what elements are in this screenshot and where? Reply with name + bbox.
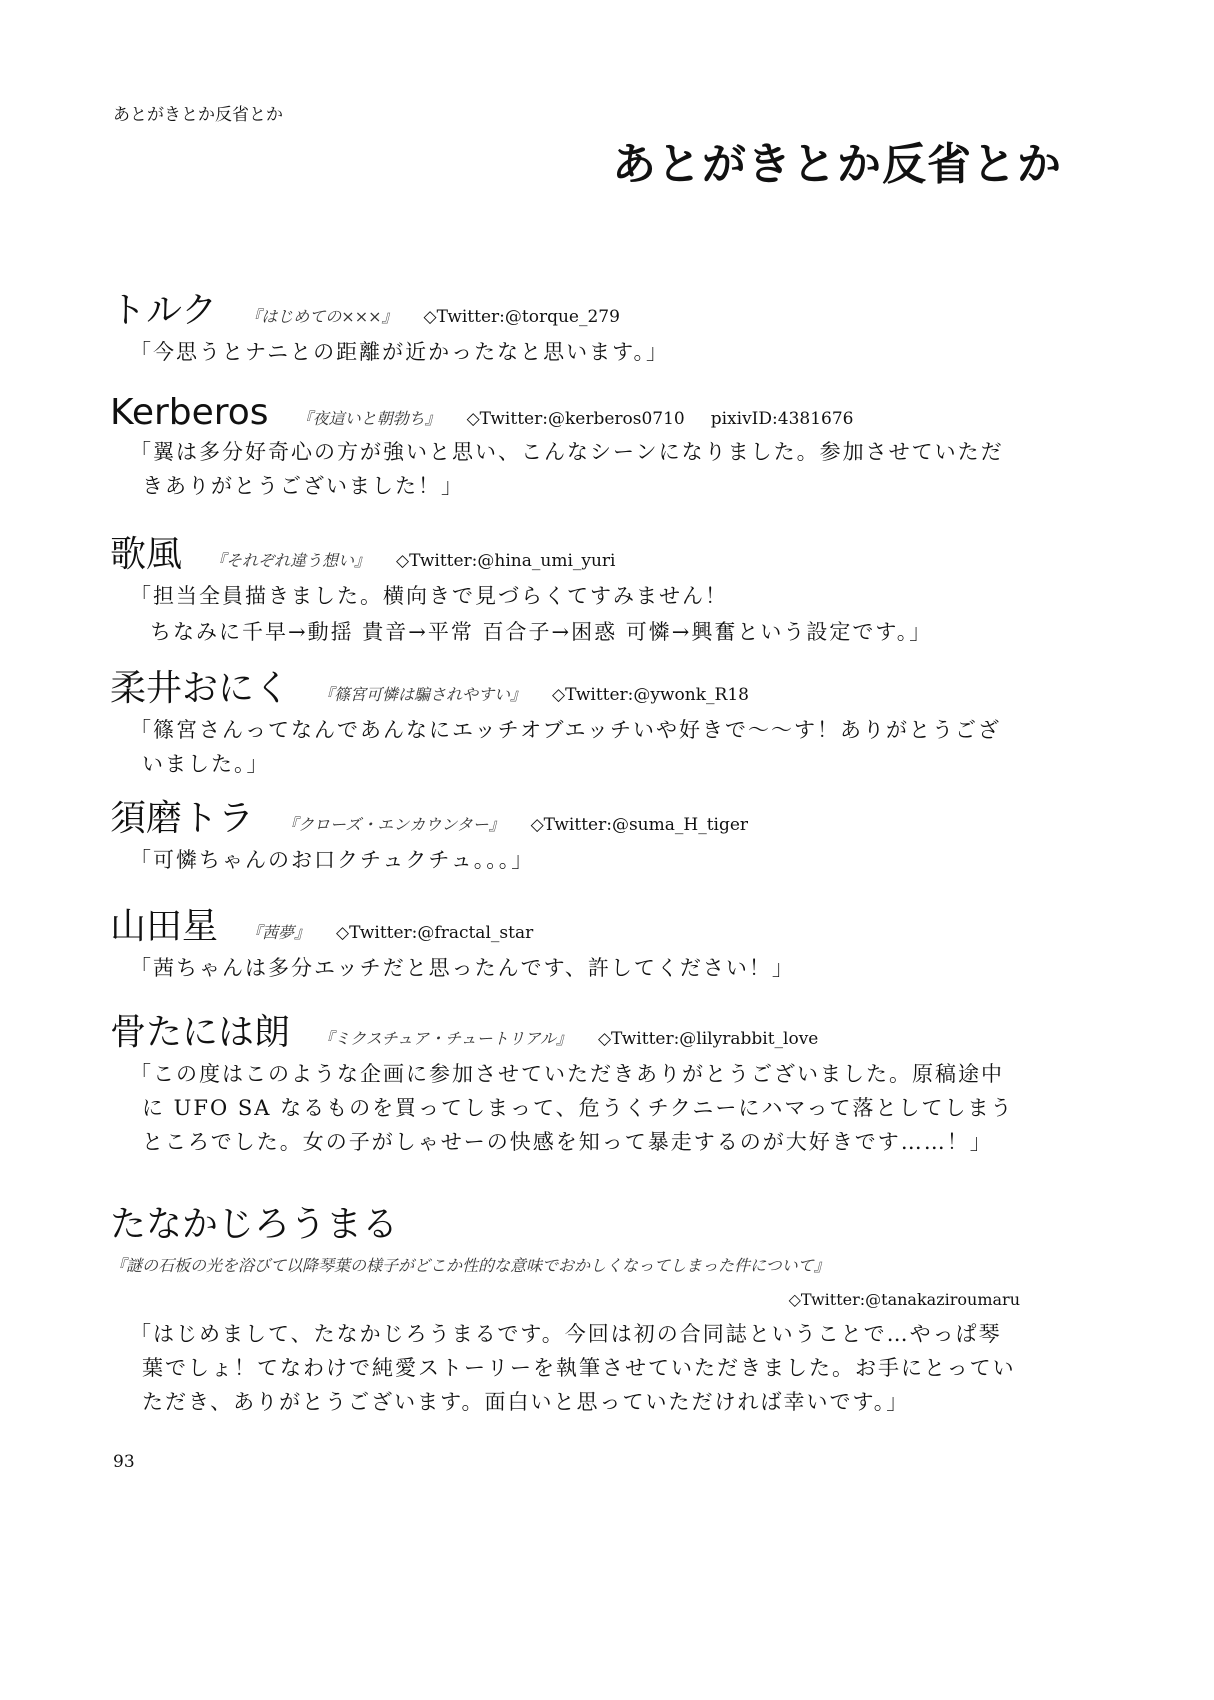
work-title: 『篠宮可憐は騙されやすい』 bbox=[318, 685, 527, 704]
author-entry bbox=[110, 392, 1020, 503]
twitter-handle: ◇Twitter:@torque_279 bbox=[423, 307, 620, 327]
work-title: 『はじめての×××』 bbox=[245, 307, 398, 326]
author-entry bbox=[110, 1004, 1020, 1159]
author-comment: 「この度はこのような企画に参加させていただきありがとうございました。原稿途中に UFO SA なるものを買ってしまって、危うくチクニーにハマって落としてしまうところでした。女の子がしゃせーの快感を知って暴走するのが大好きです……！」 bbox=[130, 1062, 1014, 1154]
author-entry bbox=[110, 526, 1020, 649]
work-title: 『夜這いと朝勃ち』 bbox=[296, 409, 441, 428]
author-comment: 「担当全員描きました。横向きで見づらくてすみません！ bbox=[130, 584, 728, 608]
author-comment: 「茜ちゃんは多分エッチだと思ったんです、許してください！」 bbox=[130, 956, 795, 980]
work-title: 『茜夢』 bbox=[246, 923, 311, 942]
author-name: 須磨トラ bbox=[110, 798, 255, 839]
author-comment: 「はじめまして、たなかじろうまるです。今回は初の合同誌ということで…やっぱ琴葉でしょ！てなわけで純愛ストーリーを執筆させていただきました。お手にとっていただき、ありがとうございます。面白いと思っていただければ幸いです。」 bbox=[130, 1322, 1016, 1414]
work-title: 『それぞれ違う想い』 bbox=[210, 551, 371, 570]
author-name: たなかじろうまる bbox=[110, 1204, 399, 1245]
author-comment-line2: ちなみに千早→動揺 貴音→平常 百合子→困惑 可憐→興奮という設定です。」 bbox=[150, 620, 933, 644]
author-comment: 「可憐ちゃんのお口クチュクチュ。。。」 bbox=[130, 848, 535, 872]
twitter-handle: ◇Twitter:@hina_umi_yuri bbox=[396, 551, 616, 571]
author-name: 歌風 bbox=[110, 534, 183, 575]
author-name: 山田星 bbox=[110, 906, 219, 947]
twitter-handle: ◇Twitter:@kerberos0710 bbox=[466, 409, 685, 429]
page-number: 93 bbox=[113, 1452, 135, 1472]
work-title: 『クローズ・エンカウンター』 bbox=[282, 815, 505, 834]
author-name: 柔井おにく bbox=[110, 668, 291, 709]
pixiv-id: pixivID:4381676 bbox=[710, 409, 854, 429]
author-entry bbox=[110, 898, 1020, 985]
twitter-handle: ◇Twitter:@suma_H_tiger bbox=[530, 815, 749, 835]
work-title: 『謎の石板の光を浴びて以降琴葉の様子がどこか性的な意味でおかしくなってしまった件について』 bbox=[110, 1256, 830, 1275]
author-name: Kerberos bbox=[110, 392, 269, 433]
twitter-handle: ◇Twitter:@ywonk_R18 bbox=[552, 685, 749, 705]
author-entry bbox=[110, 1196, 1020, 1419]
author-comment: 「今思うとナニとの距離が近かったなと思います。」 bbox=[130, 340, 669, 364]
twitter-handle: ◇Twitter:@fractal_star bbox=[336, 923, 534, 943]
author-name: 骨たには朗 bbox=[110, 1012, 291, 1053]
author-entry bbox=[110, 790, 1020, 877]
twitter-handle: ◇Twitter:@lilyrabbit_love bbox=[597, 1029, 819, 1049]
running-header: あとがきとか反省とか bbox=[113, 105, 283, 125]
page-title: あとがきとか反省とか bbox=[612, 139, 1062, 190]
author-entry bbox=[110, 660, 1020, 781]
work-title: 『ミクスチュア・チュートリアル』 bbox=[318, 1029, 572, 1048]
author-comment: 「篠宮さんってなんであんなにエッチオブエッチいや好きで〜〜す！ありがとうございました。」 bbox=[130, 718, 1002, 776]
author-entry bbox=[110, 282, 1020, 369]
author-name: トルク bbox=[110, 290, 218, 331]
twitter-handle: ◇Twitter:@tanakaziroumaru bbox=[788, 1290, 1020, 1309]
author-comment: 「翼は多分好奇心の方が強いと思い、こんなシーンになりました。参加させていただきありがとうございました！」 bbox=[130, 440, 1004, 498]
